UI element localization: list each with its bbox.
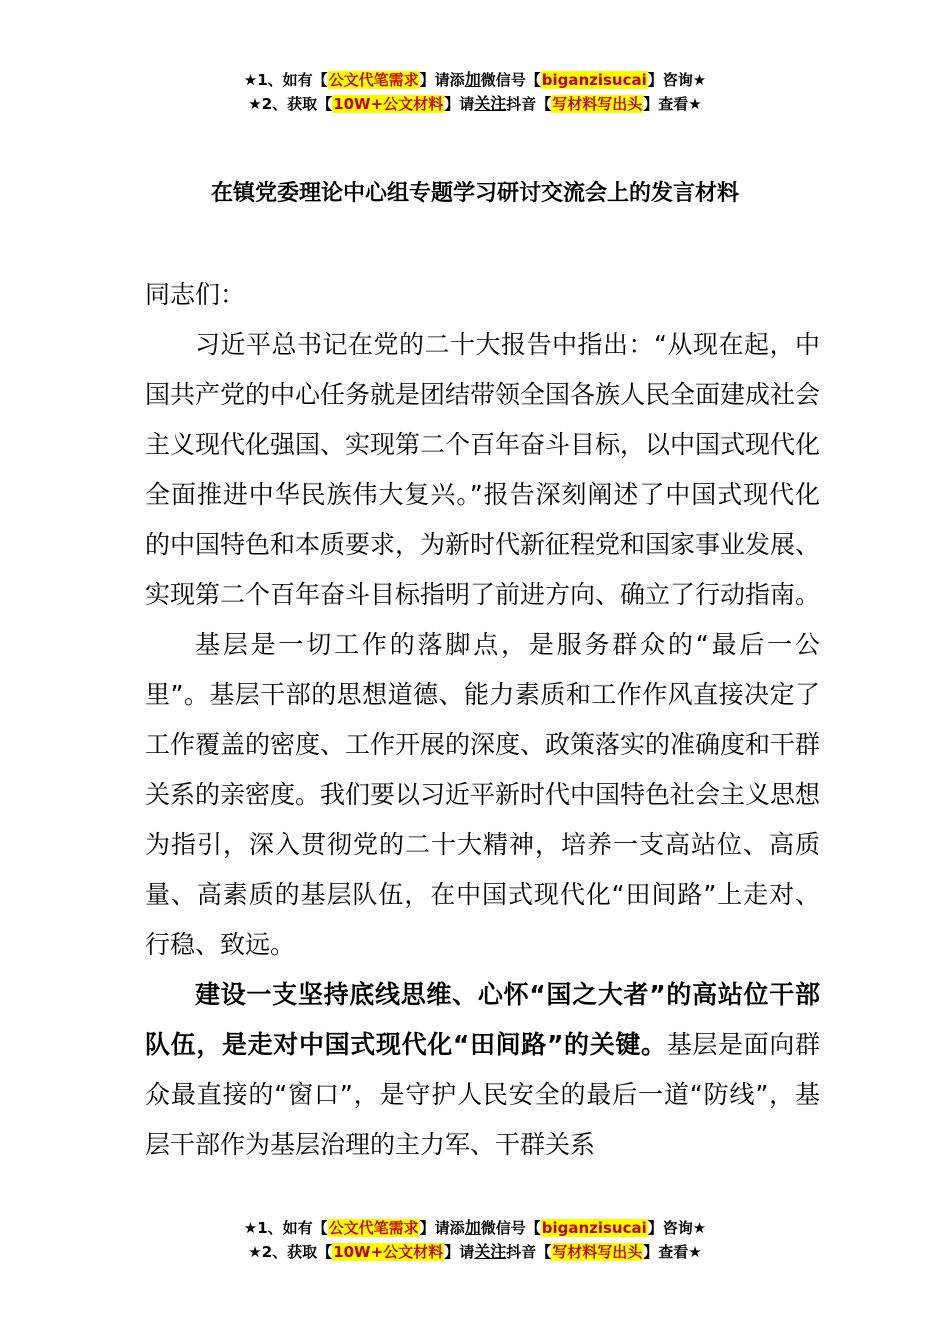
banner-text: 】请 <box>444 95 475 113</box>
banner-line-2 <box>0 1240 950 1264</box>
banner-emphasis: 关注 <box>474 94 507 113</box>
banner-text: ★1、如有【 <box>243 71 328 89</box>
paragraph-1: 习近平总书记在党的二十大报告中指出：“从现在起，中国共产党的中心任务就是团结带领全国各族人民全面建成社会主义现代化强国、实现第二个百年奋斗目标，以中国式现代化全面推进中华民族伟大复兴。”报告深刻阐述了中国式现代化的中国特色和本质要求，为新时代新征程党和国家事业发展、实现第二个百年奋斗目标指明了前进方向、确立了行动指南。 <box>145 330 821 609</box>
banner-highlight-douyin: 写材料写出头 <box>552 1243 643 1261</box>
banner-highlight-douyin: 写材料写出头 <box>552 95 643 113</box>
banner-text: 抖音【 <box>506 95 552 113</box>
banner-highlight-wechat-id: biganzisucai <box>541 71 647 89</box>
banner-text: 微信号【 <box>480 1219 541 1237</box>
banner-text: ★2、获取【 <box>248 95 333 113</box>
paragraph-2: 基层是一切工作的落脚点，是服务群众的“最后一公里”。基层干部的思想道德、能力素质和工作作风直接决定了工作覆盖的密度、工作开展的深度、政策落实的准确度和干群关系的亲密度。我们要以习近平新时代中国特色社会主义思想为指引，深入贯彻党的二十大精神，培养一支高站位、高质量、高素质的基层队伍，在中国式现代化“田间路”上走对、行稳、致远。 <box>145 630 821 959</box>
banner-text: 抖音【 <box>506 1243 552 1261</box>
section-heading: 建设一支坚持底线思维、心怀“国之大者”的高站位干部队伍，是走对中国式现代化“田间路”的关键。 <box>145 980 820 1059</box>
banner-text: 】查看★ <box>643 1243 702 1261</box>
banner-highlight-wechat-id: biganzisucai <box>541 1219 647 1237</box>
document-title: 在镇党委理论中心组专题学习研讨交流会上的发言材料 <box>210 181 739 206</box>
header-banner <box>0 68 950 116</box>
paragraph-3 <box>145 970 820 1170</box>
banner-emphasis: 关注 <box>474 1242 507 1261</box>
document-body <box>145 270 820 1170</box>
banner-text: 】请添 <box>419 1219 465 1237</box>
banner-text: 】咨询★ <box>647 1219 707 1237</box>
banner-text: 微信号【 <box>480 71 541 89</box>
banner-text: 】请 <box>444 1243 475 1261</box>
banner-text: 】请添 <box>419 71 465 89</box>
banner-highlight-materials: 10W+公文材料 <box>333 95 444 113</box>
banner-text: ★1、如有【 <box>243 1219 328 1237</box>
salutation: 同志们： <box>145 280 246 309</box>
banner-line-2 <box>0 92 950 116</box>
banner-highlight-service: 公文代笔需求 <box>328 71 419 89</box>
footer-banner <box>0 1216 950 1264</box>
section-body: 基层是面向群众最直接的“窗口”，是守护人民安全的最后一道“防线”，基层干部作为基层治理的主力军、干群关系 <box>145 1030 820 1159</box>
banner-text: 】咨询★ <box>647 71 707 89</box>
banner-highlight-materials: 10W+公文材料 <box>333 1243 444 1261</box>
banner-text: 】查看★ <box>643 95 702 113</box>
banner-emphasis: 加 <box>464 1218 481 1237</box>
banner-line-1 <box>0 68 950 92</box>
banner-text: ★2、获取【 <box>248 1243 333 1261</box>
banner-emphasis: 加 <box>464 70 481 89</box>
banner-highlight-service: 公文代笔需求 <box>328 1219 419 1237</box>
banner-line-1 <box>0 1216 950 1240</box>
